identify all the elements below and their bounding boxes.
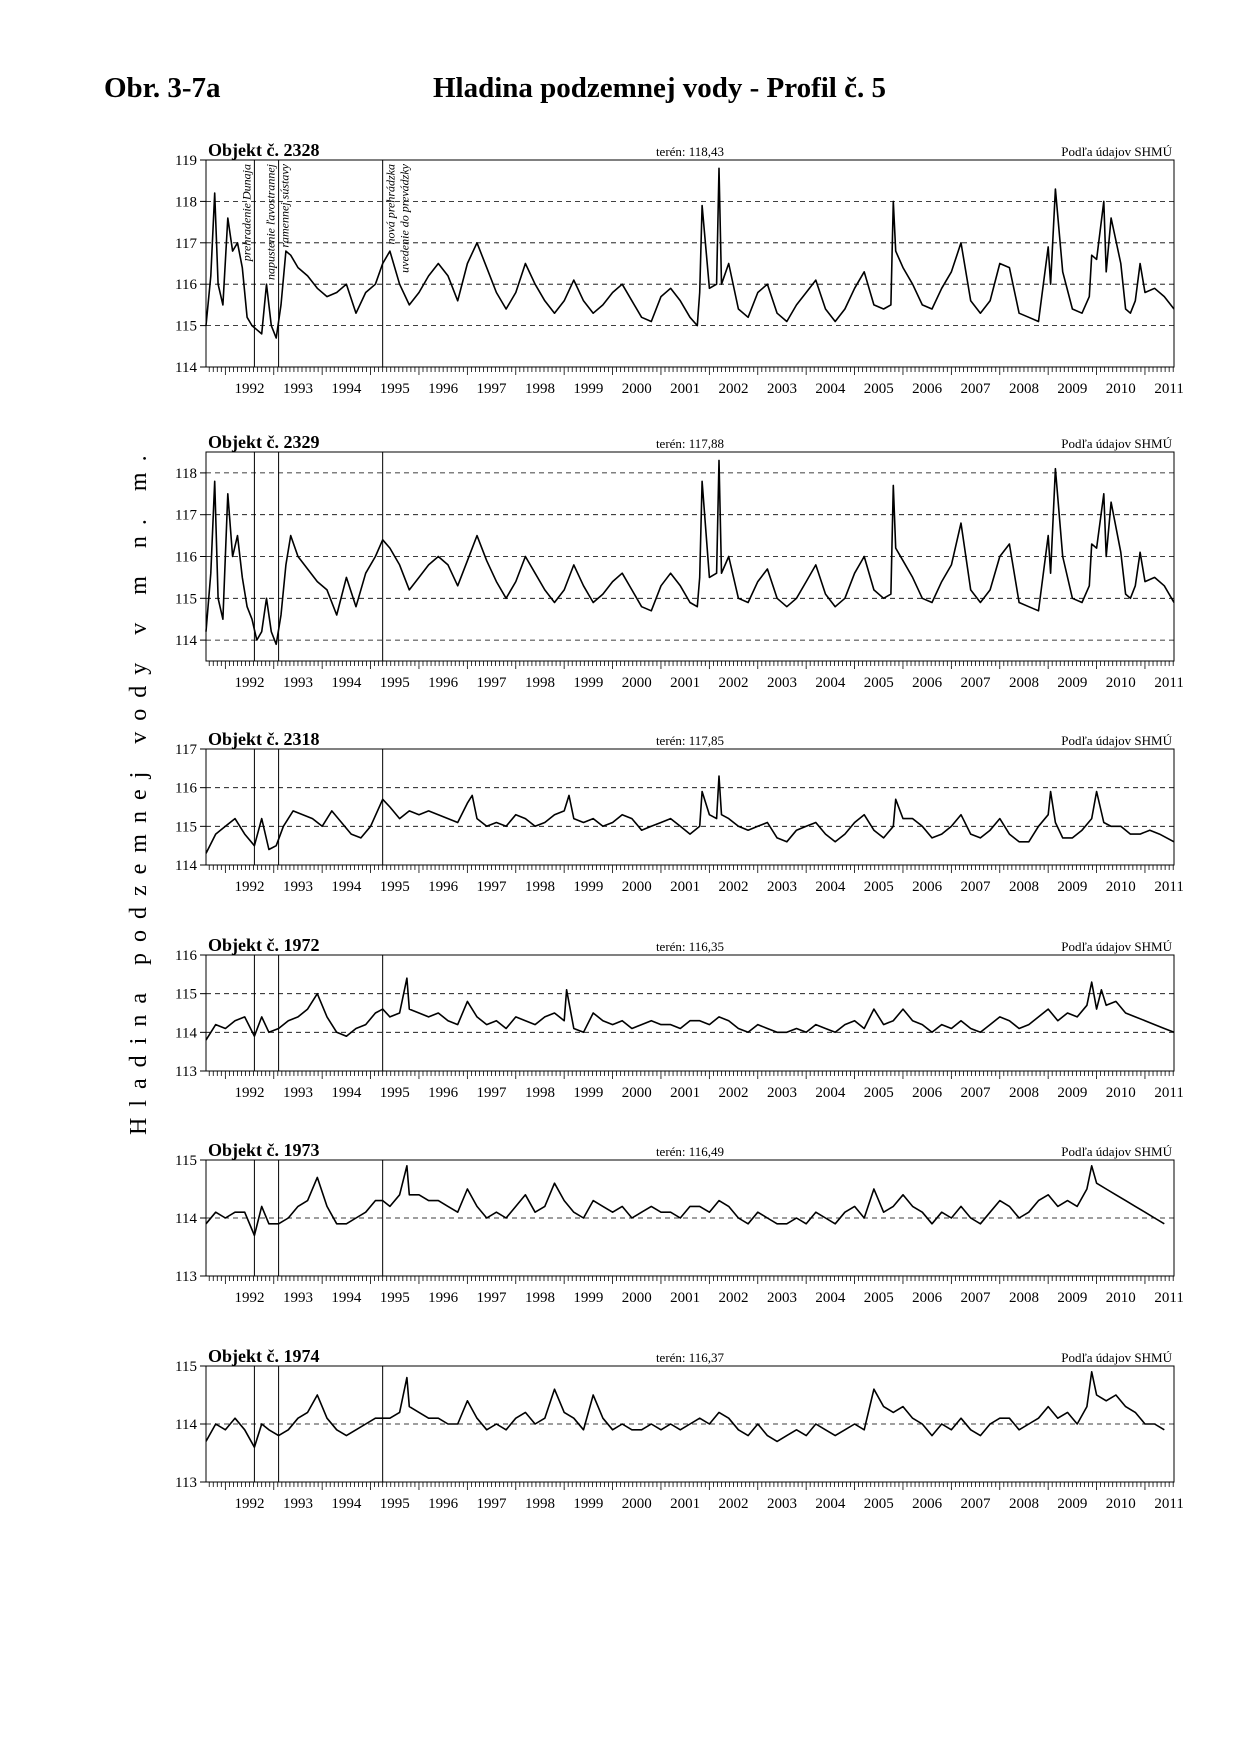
x-tick-label: 1999 — [573, 675, 604, 691]
x-tick-label: 2007 — [960, 1085, 991, 1101]
x-tick-label: 2005 — [863, 1290, 894, 1306]
chart-panel-5 — [175, 1346, 1184, 1512]
panel-title: Objekt č. 2328 — [208, 140, 320, 160]
x-tick-label: 1992 — [234, 381, 265, 397]
x-tick-label: 2010 — [1105, 1085, 1136, 1101]
series-line — [206, 1372, 1164, 1447]
x-tick-label: 2011 — [1154, 381, 1184, 397]
x-tick-label: 1997 — [476, 381, 507, 397]
x-tick-label: 2001 — [670, 675, 701, 691]
terrain-label: terén: 116,49 — [655, 1144, 725, 1159]
x-tick-label: 2009 — [1057, 1290, 1088, 1306]
x-tick-label: 1998 — [524, 675, 555, 691]
x-tick-label: 1992 — [234, 1085, 265, 1101]
y-tick-label: 113 — [175, 1269, 197, 1285]
x-tick-label: 2005 — [863, 1496, 894, 1512]
x-tick-label: 1995 — [379, 1085, 410, 1101]
source-label: Podľa údajov SHMÚ — [1061, 144, 1172, 159]
y-tick-label: 117 — [175, 507, 197, 524]
x-tick-label: 1999 — [573, 1496, 604, 1512]
x-tick-label: 2003 — [766, 675, 797, 691]
chart-panel-4 — [175, 1140, 1184, 1306]
x-tick-label: 1997 — [476, 879, 507, 895]
x-tick-label: 2003 — [766, 1496, 797, 1512]
x-tick-label: 1993 — [282, 1085, 313, 1101]
x-tick-label: 1999 — [573, 879, 604, 895]
x-tick-label: 2011 — [1154, 675, 1184, 691]
event-annotation: ramennej sústavy — [277, 164, 292, 248]
x-tick-label: 2008 — [1008, 879, 1039, 895]
x-tick-label: 2002 — [718, 381, 749, 397]
terrain-label: terén: 117,85 — [655, 733, 725, 748]
x-tick-label: 2001 — [670, 1085, 701, 1101]
chart-panel-3 — [175, 935, 1184, 1101]
plot-frame — [206, 160, 1174, 367]
panel-title: Objekt č. 1973 — [208, 1140, 320, 1160]
series-line — [206, 978, 1174, 1040]
x-tick-label: 2002 — [718, 1496, 749, 1512]
x-tick-label: 1998 — [524, 1290, 555, 1306]
x-tick-label: 2002 — [718, 675, 749, 691]
terrain-label: terén: 117,88 — [655, 436, 725, 451]
x-tick-label: 2001 — [670, 1496, 701, 1512]
panel-title: Objekt č. 2318 — [208, 729, 320, 749]
x-tick-label: 2009 — [1057, 879, 1088, 895]
x-tick-label: 2004 — [815, 381, 846, 397]
y-tick-label: 114 — [175, 360, 197, 376]
plot-frame — [206, 749, 1174, 865]
panel-title: Objekt č. 1972 — [208, 935, 320, 955]
source-label: Podľa údajov SHMÚ — [1061, 939, 1172, 954]
x-tick-label: 2007 — [960, 675, 991, 691]
x-tick-label: 1993 — [282, 1496, 313, 1512]
y-tick-label: 116 — [175, 948, 197, 964]
x-tick-label: 2006 — [912, 1496, 943, 1512]
x-tick-label: 2004 — [815, 1290, 846, 1306]
y-tick-label: 114 — [175, 633, 197, 650]
x-tick-label: 2000 — [621, 675, 652, 691]
x-tick-label: 2008 — [1008, 1290, 1039, 1306]
panel-title: Objekt č. 2329 — [208, 432, 320, 452]
x-tick-label: 2000 — [621, 1290, 652, 1306]
panel-title: Objekt č. 1974 — [208, 1346, 320, 1366]
series-line — [206, 168, 1174, 338]
x-tick-label: 1998 — [524, 1085, 555, 1101]
x-tick-label: 1996 — [428, 381, 459, 397]
y-tick-label: 115 — [175, 1359, 197, 1375]
x-tick-label: 2009 — [1057, 1085, 1088, 1101]
x-tick-label: 2002 — [718, 879, 749, 895]
y-tick-label: 116 — [175, 780, 197, 797]
x-tick-label: 1995 — [379, 381, 410, 397]
x-tick-label: 1996 — [428, 879, 459, 895]
x-tick-label: 1998 — [524, 381, 555, 397]
x-tick-label: 1998 — [524, 1496, 555, 1512]
x-tick-label: 1993 — [282, 1290, 313, 1306]
terrain-label: terén: 116,37 — [655, 1350, 725, 1365]
x-tick-label: 2010 — [1105, 381, 1136, 397]
x-tick-label: 1994 — [331, 675, 362, 691]
x-tick-label: 2007 — [960, 1496, 991, 1512]
x-tick-label: 1997 — [476, 675, 507, 691]
x-tick-label: 2006 — [912, 879, 943, 895]
x-tick-label: 2011 — [1154, 1085, 1184, 1101]
terrain-label: terén: 118,43 — [655, 144, 725, 159]
x-tick-label: 2000 — [621, 1085, 652, 1101]
plot-frame — [206, 955, 1174, 1071]
x-tick-label: 2004 — [815, 1085, 846, 1101]
x-tick-label: 2001 — [670, 381, 701, 397]
x-tick-label: 1996 — [428, 1496, 459, 1512]
event-annotation: uvedenie do prevádzky — [397, 164, 412, 273]
x-tick-label: 1996 — [428, 1290, 459, 1306]
x-tick-label: 2004 — [815, 879, 846, 895]
source-label: Podľa údajov SHMÚ — [1061, 733, 1172, 748]
x-tick-label: 1994 — [331, 879, 362, 895]
x-tick-label: 2000 — [621, 879, 652, 895]
x-tick-label: 1994 — [331, 1290, 362, 1306]
y-tick-label: 114 — [175, 1211, 197, 1227]
x-tick-label: 1992 — [234, 675, 265, 691]
figure-label: Obr. 3-7a — [104, 72, 221, 104]
chart-panel-2 — [175, 729, 1184, 895]
x-tick-label: 2007 — [960, 381, 991, 397]
x-tick-label: 2003 — [766, 879, 797, 895]
source-label: Podľa údajov SHMÚ — [1061, 1144, 1172, 1159]
y-tick-label: 114 — [175, 1025, 197, 1042]
x-tick-label: 2009 — [1057, 381, 1088, 397]
y-tick-label: 115 — [175, 1153, 197, 1169]
x-tick-label: 2008 — [1008, 675, 1039, 691]
series-line — [206, 460, 1174, 644]
x-tick-label: 1996 — [428, 1085, 459, 1101]
x-tick-label: 2010 — [1105, 675, 1136, 691]
x-tick-label: 2010 — [1105, 1496, 1136, 1512]
figure-title: Hladina podzemnej vody - Profil č. 5 — [433, 72, 886, 104]
y-tick-label: 115 — [175, 591, 197, 608]
x-tick-label: 2009 — [1057, 675, 1088, 691]
x-tick-label: 1999 — [573, 1290, 604, 1306]
x-tick-label: 1994 — [331, 1085, 362, 1101]
x-tick-label: 1997 — [476, 1290, 507, 1306]
y-tick-label: 116 — [175, 277, 197, 294]
source-label: Podľa údajov SHMÚ — [1061, 436, 1172, 451]
event-annotation: nová prehrádzka — [383, 164, 398, 245]
x-tick-label: 2006 — [912, 1085, 943, 1101]
x-tick-label: 2002 — [718, 1290, 749, 1306]
x-tick-label: 2000 — [621, 1496, 652, 1512]
x-tick-label: 2003 — [766, 1290, 797, 1306]
x-tick-label: 1995 — [379, 1290, 410, 1306]
x-tick-label: 2005 — [863, 879, 894, 895]
x-tick-label: 2005 — [863, 675, 894, 691]
x-tick-label: 2002 — [718, 1085, 749, 1101]
x-tick-label: 1993 — [282, 879, 313, 895]
series-line — [206, 1166, 1164, 1236]
x-tick-label: 2001 — [670, 1290, 701, 1306]
x-tick-label: 2009 — [1057, 1496, 1088, 1512]
y-tick-label: 115 — [175, 986, 197, 1003]
y-tick-label: 113 — [175, 1475, 197, 1491]
y-tick-label: 117 — [175, 742, 197, 758]
x-tick-label: 2010 — [1105, 879, 1136, 895]
x-tick-label: 1995 — [379, 1496, 410, 1512]
x-tick-label: 1992 — [234, 1496, 265, 1512]
x-tick-label: 1999 — [573, 1085, 604, 1101]
x-tick-label: 2008 — [1008, 1085, 1039, 1101]
x-tick-label: 1992 — [234, 879, 265, 895]
x-tick-label: 2000 — [621, 381, 652, 397]
x-tick-label: 2007 — [960, 879, 991, 895]
y-tick-label: 113 — [175, 1064, 197, 1080]
x-tick-label: 2008 — [1008, 1496, 1039, 1512]
event-annotation: napustenie ľavostrannej — [263, 164, 278, 281]
x-tick-label: 2006 — [912, 1290, 943, 1306]
x-tick-label: 2003 — [766, 381, 797, 397]
x-tick-label: 2005 — [863, 1085, 894, 1101]
y-tick-label: 116 — [175, 549, 197, 566]
x-tick-label: 1994 — [331, 381, 362, 397]
x-tick-label: 2003 — [766, 1085, 797, 1101]
x-tick-label: 2011 — [1154, 1496, 1184, 1512]
x-tick-label: 2010 — [1105, 1290, 1136, 1306]
y-tick-label: 118 — [175, 194, 197, 211]
y-tick-label: 118 — [175, 465, 197, 482]
x-tick-label: 2004 — [815, 1496, 846, 1512]
x-tick-label: 2008 — [1008, 381, 1039, 397]
x-tick-label: 2006 — [912, 381, 943, 397]
source-label: Podľa údajov SHMÚ — [1061, 1350, 1172, 1365]
x-tick-label: 1997 — [476, 1496, 507, 1512]
chart-panel-0 — [175, 140, 1184, 397]
x-tick-label: 2005 — [863, 381, 894, 397]
x-tick-label: 1995 — [379, 675, 410, 691]
x-tick-label: 2004 — [815, 675, 846, 691]
x-tick-label: 2011 — [1154, 879, 1184, 895]
x-tick-label: 1995 — [379, 879, 410, 895]
x-tick-label: 1993 — [282, 381, 313, 397]
x-tick-label: 1996 — [428, 675, 459, 691]
event-annotation: prehradenie Dunaja — [239, 164, 254, 262]
y-tick-label: 114 — [175, 858, 197, 874]
y-tick-label: 115 — [175, 819, 197, 836]
x-tick-label: 1997 — [476, 1085, 507, 1101]
x-tick-label: 1992 — [234, 1290, 265, 1306]
x-tick-label: 2007 — [960, 1290, 991, 1306]
y-tick-label: 115 — [175, 318, 197, 335]
x-tick-label: 1999 — [573, 381, 604, 397]
x-tick-label: 1994 — [331, 1496, 362, 1512]
x-tick-label: 2001 — [670, 879, 701, 895]
x-tick-label: 1993 — [282, 675, 313, 691]
y-tick-label: 119 — [175, 153, 197, 169]
chart-panel-1 — [175, 432, 1184, 691]
x-tick-label: 1998 — [524, 879, 555, 895]
terrain-label: terén: 116,35 — [655, 939, 725, 954]
x-tick-label: 2011 — [1154, 1290, 1184, 1306]
y-tick-label: 117 — [175, 235, 197, 252]
y-axis-label: Hladina podzemnej vody v m n. m. — [126, 444, 152, 1135]
x-tick-label: 2006 — [912, 675, 943, 691]
y-tick-label: 114 — [175, 1417, 197, 1433]
